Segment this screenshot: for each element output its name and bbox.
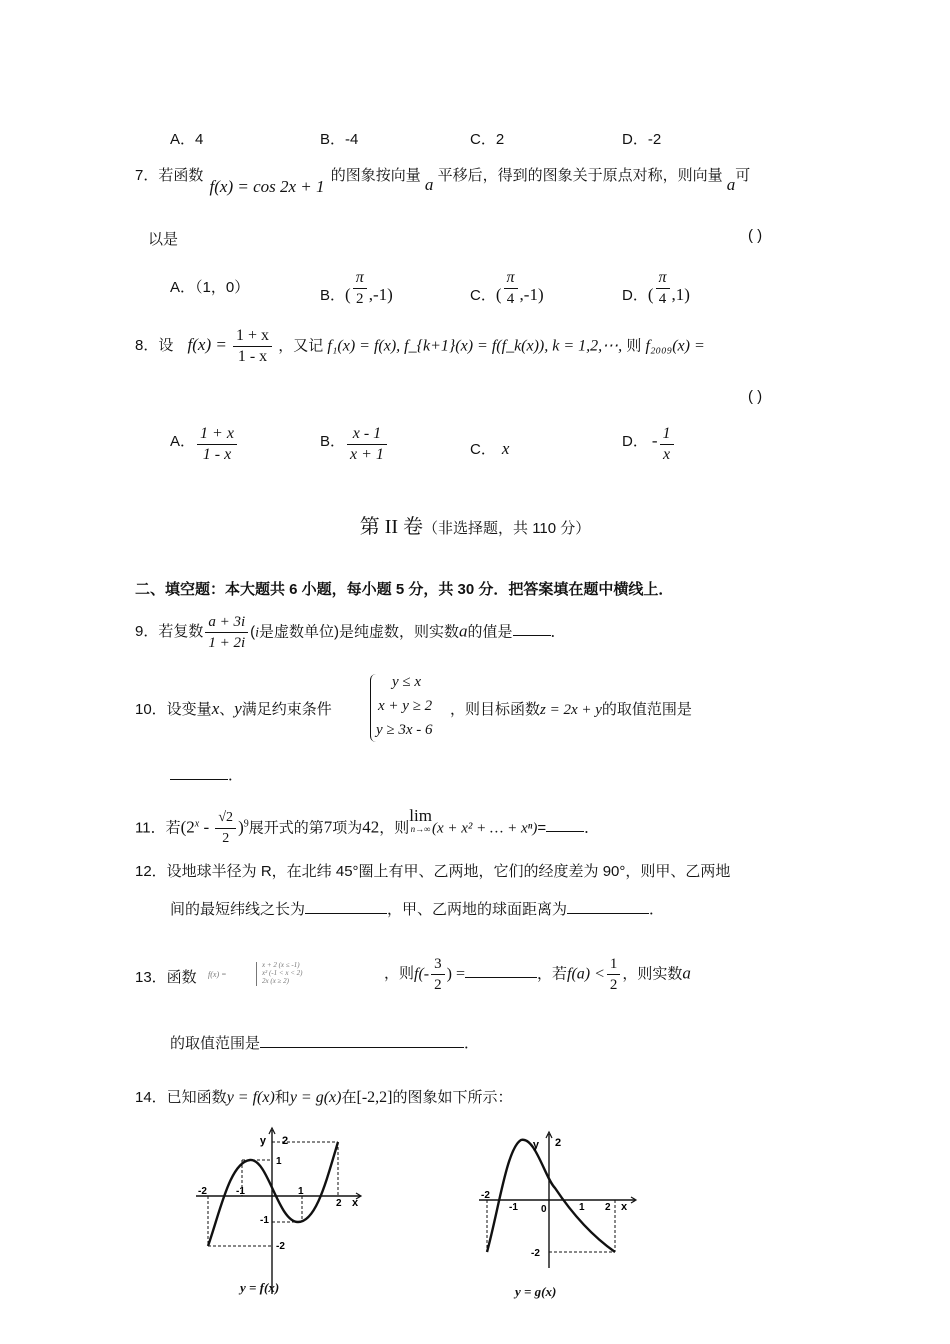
q8-recurrence: f₁(x) = f(x), f_{k+1}(x) = f(f_k(x)), k = 1,2,⋯, — [327, 337, 623, 355]
q7-line2: 以是 — [148, 231, 179, 248]
q8-option-c: C． x — [470, 439, 510, 458]
graph-g-xlabel: x — [621, 1201, 628, 1213]
graph-g — [475, 1128, 640, 1298]
q12-line2: 间的最短纬线之长为 ，甲、乙两地的球面距离为 ． — [170, 901, 665, 918]
part2-title: 第 II 卷（非选择题，共 110 分） — [359, 516, 591, 538]
q6-option-d: D．-2 — [622, 131, 662, 148]
q10-cond-2: x + y ≥ 2 — [378, 698, 433, 714]
graph-f-curve — [208, 1142, 338, 1246]
q13-answer-blank-1[interactable] — [465, 963, 537, 978]
q12-answer-blank-1[interactable] — [305, 899, 387, 914]
svg-text:2: 2 — [336, 1198, 342, 1209]
q13-answer-blank-2[interactable] — [260, 1033, 464, 1048]
q13-piecewise-fx: f(x) = — [208, 970, 227, 979]
q10-cond-1: y ≤ x — [392, 674, 422, 690]
q10-line2: ． — [170, 764, 243, 785]
q13-rest: ，则f(- $\frac{3}{2}$ ) = ，若f(a) < $\frac{1}{2}$ ，则实数a — [384, 956, 691, 993]
graph-f-caption: y = f(x) — [240, 1280, 280, 1295]
q7-option-c: C．( $\frac{\pi}{4}$ ,-1) — [470, 269, 544, 307]
graph-g-ylabel: y — [532, 1139, 539, 1151]
q13: 13．函数 — [135, 969, 197, 986]
svg-text:0: 0 — [541, 1204, 547, 1215]
svg-text:-1: -1 — [236, 1186, 245, 1197]
q8-option-a: A． $\frac{1 + x}{1 - x}$ — [170, 424, 239, 465]
graph-f-ylabel: y — [259, 1135, 266, 1147]
q7-option-d: D．( $\frac{\pi}{4}$ ,1) — [622, 269, 690, 307]
q14: 14．已知函数y = f(x)和y = g(x)在[-2,2]的图象如下所示： — [135, 1089, 513, 1106]
q7-vector: a — [424, 175, 434, 194]
section2-heading: 二、填空题：本大题共 6 小题，每小题 5 分，共 30 分．把答案填在题中横线上． — [135, 581, 674, 598]
q9-answer-blank[interactable] — [513, 621, 551, 636]
q13-brace — [256, 962, 260, 986]
svg-text:2: 2 — [282, 1135, 289, 1147]
svg-text:1: 1 — [276, 1156, 282, 1167]
svg-text:-2: -2 — [276, 1241, 285, 1252]
graph-g-curve — [487, 1140, 615, 1252]
q8-stem: 8．设 f(x) = $\frac{1 + x}{1 - x}$ ，又记 f₁(x) = f(x), f_{k+1}(x) = f(f_k(x)), k = 1,2,⋯, 则 f₂₀₀₉(x) = — [135, 327, 705, 365]
q8-option-b: B． $\frac{x - 1}{x + 1}$ — [320, 424, 389, 465]
q10: 10．设变量x、y满足约束条件 — [135, 699, 332, 718]
graph-f-xlabel: x — [352, 1197, 359, 1209]
svg-text:-2: -2 — [531, 1248, 540, 1259]
svg-text:1: 1 — [298, 1186, 304, 1197]
q8-option-d: D． - $\frac{1}{x}$ — [622, 424, 676, 465]
q13-case-1: x + 2 (x ≤ -1) — [262, 961, 300, 969]
q12-answer-blank-2[interactable] — [567, 899, 649, 914]
svg-text:-2: -2 — [198, 1186, 207, 1197]
q13-case-3: 2x (x ≥ 2) — [262, 977, 289, 985]
q7-answer-paren: ( ) — [748, 227, 763, 244]
q13-case-2: x² (-1 < x < 2) — [262, 969, 303, 977]
q8-answer-paren: ( ) — [748, 388, 763, 405]
svg-text:2: 2 — [555, 1137, 562, 1149]
svg-text:-1: -1 — [260, 1215, 269, 1226]
q6-option-b: B．-4 — [320, 131, 359, 148]
q10-rest: ，则目标函数z = 2x + y的取值范围是 — [450, 701, 692, 718]
q6-option-a: A．4 — [170, 131, 204, 148]
q10-cond-3: y ≥ 3x - 6 — [376, 722, 433, 738]
q13-line2: 的取值范围是 ． — [170, 1035, 480, 1052]
q7-function: f(x) = cos 2x + 1 — [209, 177, 325, 196]
svg-text:2: 2 — [605, 1202, 611, 1213]
graph-g-caption: y = g(x) — [515, 1284, 557, 1299]
q12-line1: 12．设地球半径为 R，在北纬 45°圈上有甲、乙两地，它们的经度差为 90°，则甲、乙两地 — [135, 863, 731, 880]
q6-option-c: C．2 — [470, 131, 505, 148]
q7-vector-2: a — [726, 175, 736, 194]
q7-option-b: B．( $\frac{\pi}{2}$ ,-1) — [320, 269, 393, 307]
q7-stem: 7．若函数 f(x) = cos 2x + 1 的图象按向量 a 平移后，得到的图象关于原点对称，则向量 a可 — [135, 167, 751, 196]
q11: 11．若(2$^x$ - $\frac{√2}{2}$ )$^9$展开式的第7项为42，则 lim n→∞ (x + x² + … + xⁿ)= ． — [135, 806, 600, 846]
svg-text:1: 1 — [579, 1202, 585, 1213]
graph-f — [190, 1122, 370, 1302]
svg-text:-2: -2 — [481, 1190, 490, 1201]
q7-option-a: A．（1，0） — [170, 279, 250, 296]
svg-text:-1: -1 — [509, 1202, 518, 1213]
q11-answer-blank[interactable] — [546, 817, 584, 832]
q10-answer-blank[interactable] — [170, 765, 228, 780]
q9: 9．若复数 $\frac{a + 3i}{1 + 2i}$ (i是虚数单位)是纯虚数，则实数a的值是 ． — [135, 614, 566, 651]
